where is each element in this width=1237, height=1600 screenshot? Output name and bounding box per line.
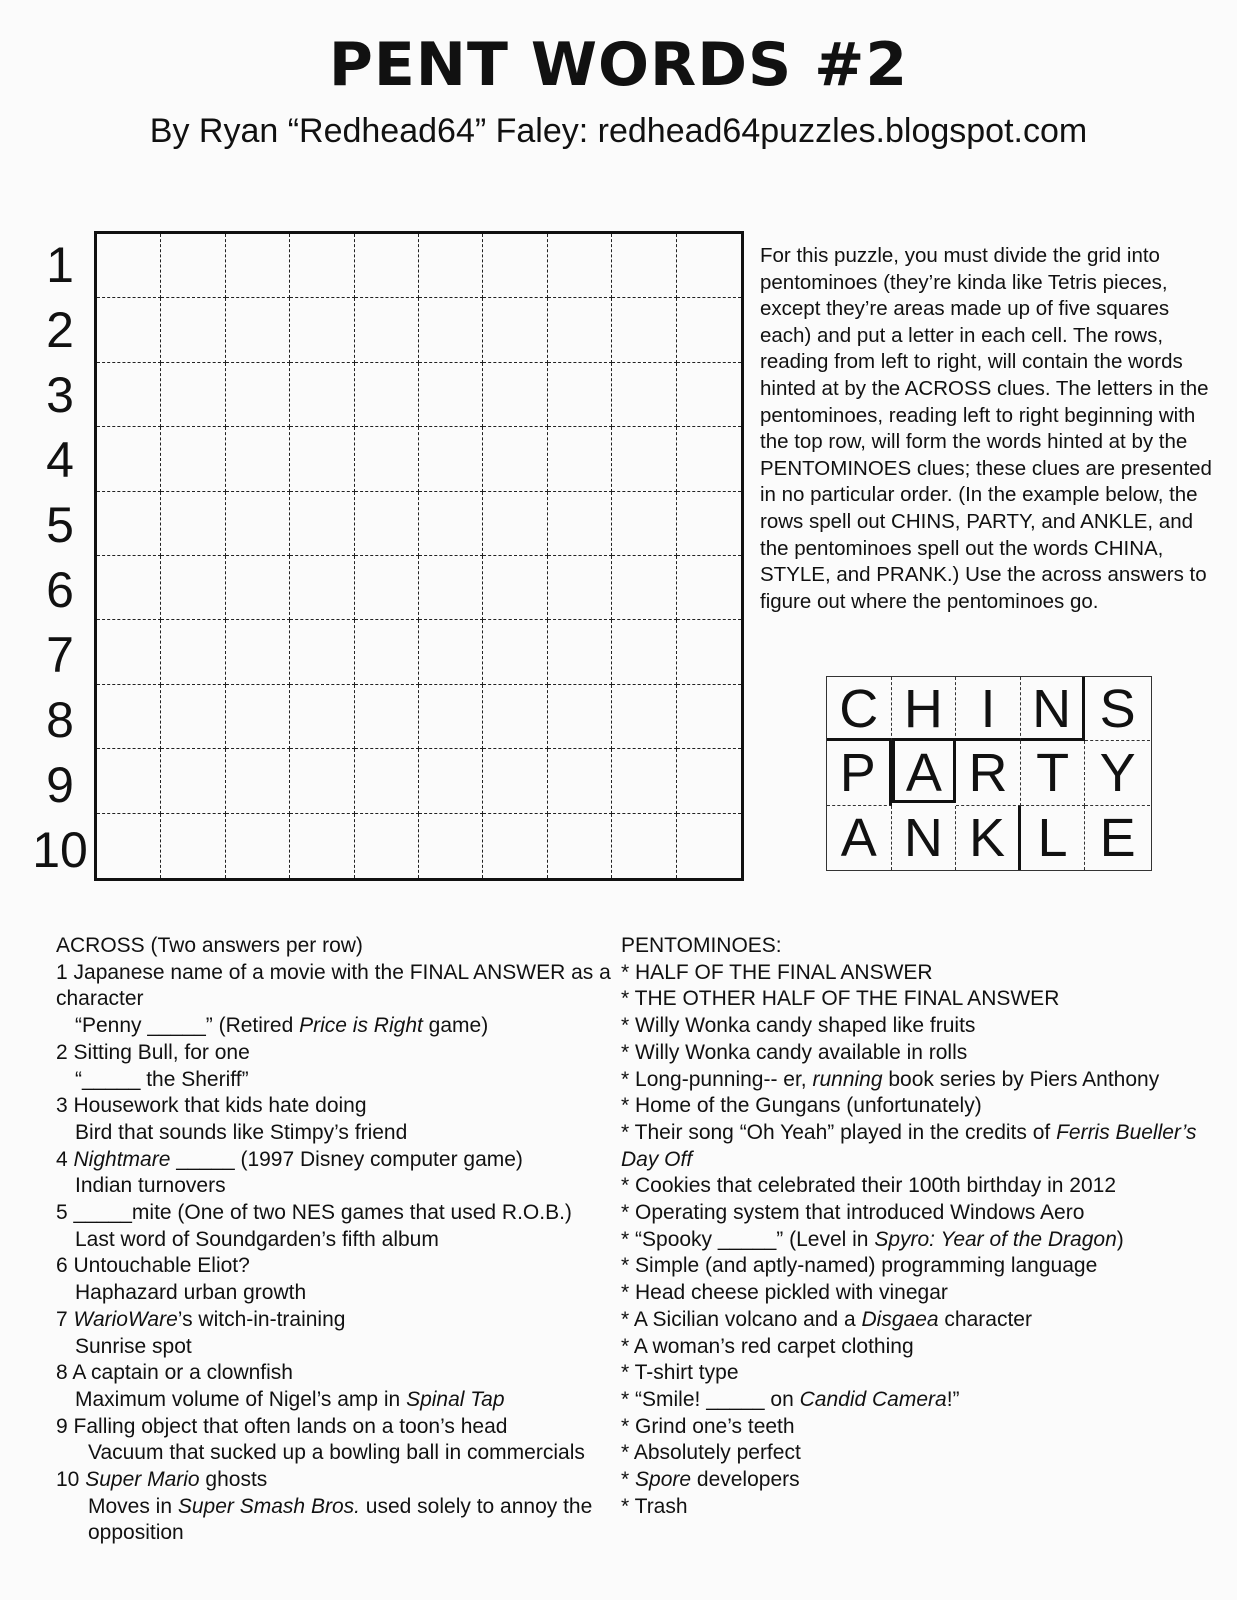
example-cell: T — [1021, 741, 1086, 805]
grid-cell[interactable] — [612, 234, 676, 298]
bullet: * — [621, 1281, 636, 1305]
grid-cell[interactable] — [483, 556, 547, 620]
grid-cell[interactable] — [355, 427, 419, 491]
grid-cell[interactable] — [483, 620, 547, 684]
example-cell: L — [1021, 806, 1086, 870]
clue-text: character — [938, 1307, 1032, 1331]
grid-cell[interactable] — [290, 556, 354, 620]
grid-cell[interactable] — [419, 620, 483, 684]
row-number: 3 — [46, 367, 74, 423]
pentomino-clue — [621, 1093, 1221, 1120]
pentomino-clues — [621, 933, 1221, 1520]
italic-title: Super Mario — [85, 1468, 200, 1492]
grid-cell[interactable] — [677, 685, 741, 749]
pentomino-clue — [621, 1013, 1221, 1040]
grid-cell[interactable] — [290, 749, 354, 813]
example-cell: S — [1085, 677, 1150, 741]
grid-cell[interactable] — [161, 620, 225, 684]
across-clue — [56, 1120, 616, 1147]
grid-cell[interactable] — [226, 298, 290, 362]
clue-text: Home of the Gungans (unfortunately) — [635, 1094, 982, 1118]
clue-text: Absolutely perfect — [633, 1441, 801, 1465]
clue-text: “Spooky _____” (Level in — [635, 1227, 875, 1251]
across-clue — [56, 1467, 616, 1494]
clue-number: 7 — [56, 1307, 74, 1331]
grid-cell[interactable] — [612, 492, 676, 556]
clue-text: ’s witch-in-training — [177, 1307, 346, 1331]
pentomino-clue — [621, 1200, 1221, 1227]
clue-number: 1 — [56, 960, 74, 984]
clue-text: book series by Piers Anthony — [882, 1067, 1160, 1091]
across-clue — [56, 1494, 616, 1547]
grid-cell[interactable] — [226, 749, 290, 813]
row-numbers — [28, 232, 92, 882]
grid-cell[interactable] — [483, 492, 547, 556]
grid-cell[interactable] — [419, 814, 483, 878]
pentomino-clue — [621, 986, 1221, 1013]
italic-title: Spinal Tap — [406, 1387, 505, 1411]
clue-text: T-shirt type — [634, 1361, 739, 1385]
grid-cell[interactable] — [612, 556, 676, 620]
pentominoes-list — [621, 960, 1221, 1521]
grid-cell[interactable] — [548, 620, 612, 684]
clue-text: Falling object that often lands on a toon’s head — [73, 1414, 508, 1438]
grid-cell[interactable] — [612, 363, 676, 427]
grid-cell[interactable] — [355, 620, 419, 684]
pentomino-clue — [621, 1307, 1221, 1334]
across-clue — [56, 1200, 616, 1227]
clue-text: Sitting Bull, for one — [73, 1040, 250, 1064]
example-cell: H — [892, 677, 957, 741]
clue-number: 6 — [56, 1254, 74, 1278]
bullet: * — [621, 1387, 636, 1411]
grid-cell[interactable] — [355, 492, 419, 556]
clue-text: Japanese name of a movie with the FINAL ANSWER as a character — [56, 960, 611, 1011]
clue-number: 10 — [56, 1468, 86, 1492]
clue-number: 4 — [56, 1147, 74, 1171]
grid-cell[interactable] — [548, 298, 612, 362]
italic-title: Candid Camera — [799, 1387, 947, 1411]
pentomino-clue — [621, 1040, 1221, 1067]
grid-cell[interactable] — [419, 556, 483, 620]
italic-title: Spore — [635, 1468, 692, 1492]
row-number: 6 — [46, 562, 74, 618]
grid-cell[interactable] — [355, 814, 419, 878]
italic-title: Disgaea — [861, 1307, 939, 1331]
grid-cell[interactable] — [419, 427, 483, 491]
across-clue — [56, 1387, 616, 1414]
grid-cell[interactable] — [355, 363, 419, 427]
row-number: 5 — [46, 497, 74, 553]
clue-text: Long-punning-- er, — [635, 1067, 813, 1091]
across-clue — [56, 1093, 616, 1120]
grid-cell[interactable] — [548, 685, 612, 749]
pentomino-clue — [621, 1334, 1221, 1361]
example-row — [827, 741, 1151, 805]
example-cell: N — [1021, 677, 1086, 741]
clue-text: Operating system that introduced Windows Aero — [635, 1201, 1085, 1225]
example-cell: Y — [1085, 741, 1150, 805]
example-cell: I — [956, 677, 1021, 741]
clue-text: Untouchable Eliot? — [73, 1254, 250, 1278]
grid-cell[interactable] — [419, 749, 483, 813]
grid-cell[interactable] — [612, 620, 676, 684]
grid-cell[interactable] — [161, 492, 225, 556]
grid-cell[interactable] — [161, 298, 225, 362]
puzzle-grid — [94, 231, 744, 881]
bullet: * — [621, 1361, 635, 1385]
pentomino-clue — [621, 1173, 1221, 1200]
grid-cell[interactable] — [226, 685, 290, 749]
grid-cell[interactable] — [97, 685, 161, 749]
byline: By Ryan “Redhead64” Faley: redhead64puzzles.blogspot.com — [149, 112, 1088, 150]
clue-text: A Sicilian volcano and a — [633, 1307, 862, 1331]
clue-text: ghosts — [199, 1468, 268, 1492]
grid-cell[interactable] — [677, 814, 741, 878]
grid-cell[interactable] — [97, 749, 161, 813]
grid-cell[interactable] — [548, 556, 612, 620]
clue-text: Willy Wonka candy shaped like fruits — [635, 1014, 976, 1038]
example-row — [827, 806, 1151, 870]
grid-cell[interactable] — [226, 363, 290, 427]
across-clue — [56, 1440, 616, 1467]
pentomino-clue — [621, 1120, 1221, 1173]
grid-cell[interactable] — [226, 234, 290, 298]
pentomino-clue — [621, 1067, 1221, 1094]
clue-text: game) — [422, 1014, 489, 1038]
row-number: 2 — [46, 302, 74, 358]
grid-cell[interactable] — [226, 427, 290, 491]
italic-title: running — [812, 1067, 883, 1091]
clue-text: ) — [1116, 1227, 1124, 1251]
across-clue — [56, 1013, 616, 1040]
grid-cell[interactable] — [290, 620, 354, 684]
grid-cell[interactable] — [419, 363, 483, 427]
bullet: * — [621, 1254, 636, 1278]
grid-cell[interactable] — [161, 427, 225, 491]
example-cell: A — [827, 806, 892, 870]
clue-text: Willy Wonka candy available in rolls — [635, 1040, 968, 1064]
example-cell: P — [827, 741, 892, 805]
grid-cell[interactable] — [290, 492, 354, 556]
example-row — [827, 677, 1151, 741]
grid-cell[interactable] — [355, 234, 419, 298]
pentomino-clue — [621, 1253, 1221, 1280]
grid-cell[interactable] — [161, 363, 225, 427]
grid-cell[interactable] — [548, 427, 612, 491]
clue-number: 9 — [56, 1414, 74, 1438]
across-clue — [56, 1334, 616, 1361]
grid-cell[interactable] — [419, 298, 483, 362]
bullet: * — [621, 1441, 634, 1465]
row-number: 1 — [46, 237, 74, 293]
clue-text: THE OTHER HALF OF THE FINAL ANSWER — [634, 987, 1060, 1011]
pentomino-clue — [621, 1494, 1221, 1521]
grid-cell[interactable] — [612, 685, 676, 749]
pentomino-clue — [621, 960, 1221, 987]
grid-cell[interactable] — [161, 685, 225, 749]
bullet: * — [621, 1040, 636, 1064]
clue-text: Maximum volume of Nigel’s amp in — [75, 1387, 407, 1411]
clue-text: Sunrise spot — [75, 1334, 192, 1358]
grid-cell[interactable] — [419, 234, 483, 298]
across-clue — [56, 1307, 616, 1334]
clue-number: 3 — [56, 1094, 74, 1118]
clue-text: Head cheese pickled with vinegar — [635, 1281, 948, 1305]
pentominoes-header: PENTOMINOES: — [621, 934, 782, 957]
example-cell: E — [1099, 807, 1136, 868]
grid-cell[interactable] — [161, 234, 225, 298]
across-clues — [56, 933, 616, 1547]
grid-cell[interactable] — [97, 620, 161, 684]
bullet: * — [621, 960, 636, 984]
across-clue — [56, 1040, 616, 1067]
grid-cell[interactable] — [97, 298, 161, 362]
across-clue — [56, 1227, 616, 1254]
across-clue — [56, 1414, 616, 1441]
grid-cell[interactable] — [97, 814, 161, 878]
grid-cell[interactable] — [97, 234, 161, 298]
across-clue — [56, 1360, 616, 1387]
grid-cell[interactable] — [97, 427, 161, 491]
clue-text: Last word of Soundgarden’s fifth album — [75, 1227, 439, 1251]
clue-text: Grind one’s teeth — [635, 1414, 795, 1438]
grid-cell[interactable] — [290, 363, 354, 427]
grid-cell[interactable] — [677, 620, 741, 684]
bullet: * — [621, 1334, 634, 1358]
bullet: * — [621, 1468, 636, 1492]
clue-text: Indian turnovers — [75, 1174, 226, 1198]
pentomino-clue — [621, 1467, 1221, 1494]
grid-cell[interactable] — [161, 749, 225, 813]
clue-text: A woman’s red carpet clothing — [633, 1334, 914, 1358]
pentomino-clue — [621, 1414, 1221, 1441]
bullet: * — [621, 1014, 636, 1038]
row-number: 7 — [46, 627, 74, 683]
grid-cell[interactable] — [226, 814, 290, 878]
grid-cell[interactable] — [483, 298, 547, 362]
example-cell: C — [827, 677, 892, 741]
clue-text: “Smile! _____ on — [635, 1387, 800, 1411]
across-clue — [56, 1173, 616, 1200]
clue-text: Simple (and aptly-named) programming language — [635, 1254, 1098, 1278]
grid-cell[interactable] — [548, 749, 612, 813]
grid-cell[interactable] — [548, 363, 612, 427]
grid-cell[interactable] — [161, 814, 225, 878]
clue-text: A captain or a clownfish — [72, 1361, 293, 1385]
bullet: * — [621, 1201, 636, 1225]
grid-cell[interactable] — [290, 427, 354, 491]
bullet: * — [621, 1094, 636, 1118]
grid-cell[interactable] — [677, 749, 741, 813]
grid-cell[interactable] — [677, 298, 741, 362]
grid-cell[interactable] — [483, 363, 547, 427]
grid-cell[interactable] — [483, 685, 547, 749]
grid-cell[interactable] — [355, 298, 419, 362]
bullet: * — [621, 1120, 635, 1144]
clue-text: “_____ the Sheriff” — [75, 1067, 249, 1091]
pentomino-clue — [621, 1360, 1221, 1387]
grid-cell[interactable] — [612, 814, 676, 878]
clue-text: _____mite (One of two NES games that used R.O.B.) — [73, 1201, 572, 1225]
grid-cell[interactable] — [97, 363, 161, 427]
italic-title: Price is Right — [299, 1014, 423, 1038]
across-clue — [56, 1067, 616, 1094]
bullet: * — [621, 987, 635, 1011]
across-clue — [56, 960, 616, 1013]
grid-cell[interactable] — [677, 427, 741, 491]
clue-text: _____ (1997 Disney computer game) — [170, 1147, 523, 1171]
example-grid — [826, 676, 1152, 871]
clue-text: HALF OF THE FINAL ANSWER — [635, 960, 933, 984]
grid-cell[interactable] — [226, 556, 290, 620]
italic-title: Spyro: Year of the Dragon — [874, 1227, 1117, 1251]
grid-cell[interactable] — [226, 492, 290, 556]
grid-cell[interactable] — [677, 492, 741, 556]
clue-text: Housework that kids hate doing — [73, 1094, 367, 1118]
clue-number: 5 — [56, 1201, 74, 1225]
grid-cell[interactable] — [483, 427, 547, 491]
grid-cell[interactable] — [290, 814, 354, 878]
clue-text: Bird that sounds like Stimpy’s friend — [75, 1120, 408, 1144]
grid-cell[interactable] — [677, 363, 741, 427]
grid-cell[interactable] — [290, 298, 354, 362]
pentomino-clue — [621, 1387, 1221, 1414]
grid-cell[interactable] — [97, 556, 161, 620]
italic-title: Super Smash Bros. — [177, 1494, 360, 1518]
across-header: ACROSS (Two answers per row) — [56, 934, 363, 957]
italic-title: WarioWare — [73, 1307, 178, 1331]
clue-text: Moves in — [88, 1494, 178, 1518]
across-clue — [56, 1147, 616, 1174]
across-list — [56, 960, 616, 1547]
grid-cell[interactable] — [355, 556, 419, 620]
bullet: * — [621, 1174, 636, 1198]
grid-cell[interactable] — [548, 492, 612, 556]
clue-text: used solely to annoy the opposition — [88, 1494, 593, 1545]
row-number: 9 — [46, 757, 74, 813]
row-number: 10 — [32, 822, 88, 878]
grid-cell[interactable] — [677, 556, 741, 620]
pentomino-clue — [621, 1280, 1221, 1307]
instructions: For this puzzle, you must divide the grid into pentominoes (they’re kinda like Tetris pieces, except they’re areas made up of five squares each) and put a letter in each cell. The rows, reading from left to right, will contain the words hinted at by the ACROSS clues. The letters in the pentominoes, reading left to right beginning with the top row, will form the words hinted at by the PENTOMINOES clues; these clues are presented in no particular order. (In the example below, the rows spell out CHINS, PARTY, and ANKLE, and the pentominoes spell out the words CHINA, STYLE, and PRANK.) Use the across answers to figure out where the pentominoes go. — [760, 244, 1212, 613]
clue-number: 2 — [56, 1040, 74, 1064]
italic-title: Ferris Bueller’s Day Off — [621, 1120, 1197, 1171]
grid-cell[interactable] — [483, 234, 547, 298]
grid-cell[interactable] — [226, 620, 290, 684]
pentomino-clue — [621, 1440, 1221, 1467]
bullet: * — [621, 1067, 636, 1091]
grid-cell[interactable] — [355, 749, 419, 813]
grid-cell[interactable] — [161, 556, 225, 620]
grid-cell[interactable] — [355, 685, 419, 749]
example-cell: K — [956, 806, 1021, 870]
clue-text: Trash — [634, 1494, 688, 1518]
bullet: * — [621, 1414, 636, 1438]
grid-cell[interactable] — [612, 298, 676, 362]
grid-cell[interactable] — [548, 234, 612, 298]
clue-text: “Penny _____” (Retired — [75, 1014, 300, 1038]
grid-cell[interactable] — [97, 492, 161, 556]
clue-text: Vacuum that sucked up a bowling ball in commercials — [88, 1441, 585, 1465]
page-title: PENT WORDS #2 — [328, 30, 909, 100]
grid-cell[interactable] — [612, 427, 676, 491]
example-cell: R — [956, 741, 1021, 805]
pentomino-clue — [621, 1227, 1221, 1254]
grid-cell[interactable] — [419, 685, 483, 749]
grid-cell[interactable] — [419, 492, 483, 556]
across-clue — [56, 1280, 616, 1307]
clue-text: !” — [946, 1387, 960, 1411]
clue-text: developers — [691, 1468, 800, 1492]
grid-cell[interactable] — [290, 685, 354, 749]
row-number: 8 — [46, 692, 74, 748]
bullet: * — [621, 1307, 634, 1331]
bullet: * — [621, 1227, 636, 1251]
example-cell: N — [892, 806, 957, 870]
row-number: 4 — [46, 432, 74, 488]
clue-text: Haphazard urban growth — [75, 1281, 307, 1305]
italic-title: Nightmare — [73, 1147, 171, 1171]
bullet: * — [621, 1494, 635, 1518]
grid-cell[interactable] — [612, 749, 676, 813]
example-cell: A — [892, 738, 957, 802]
grid-cell[interactable] — [483, 814, 547, 878]
grid-cell[interactable] — [483, 749, 547, 813]
across-clue — [56, 1253, 616, 1280]
clue-text: Cookies that celebrated their 100th birthday in 2012 — [635, 1174, 1116, 1198]
grid-cell[interactable] — [548, 814, 612, 878]
clue-number: 8 — [56, 1361, 73, 1385]
grid-cell[interactable] — [677, 234, 741, 298]
clue-text: Their song “Oh Yeah” played in the credits of — [634, 1120, 1057, 1144]
grid-cell[interactable] — [290, 234, 354, 298]
